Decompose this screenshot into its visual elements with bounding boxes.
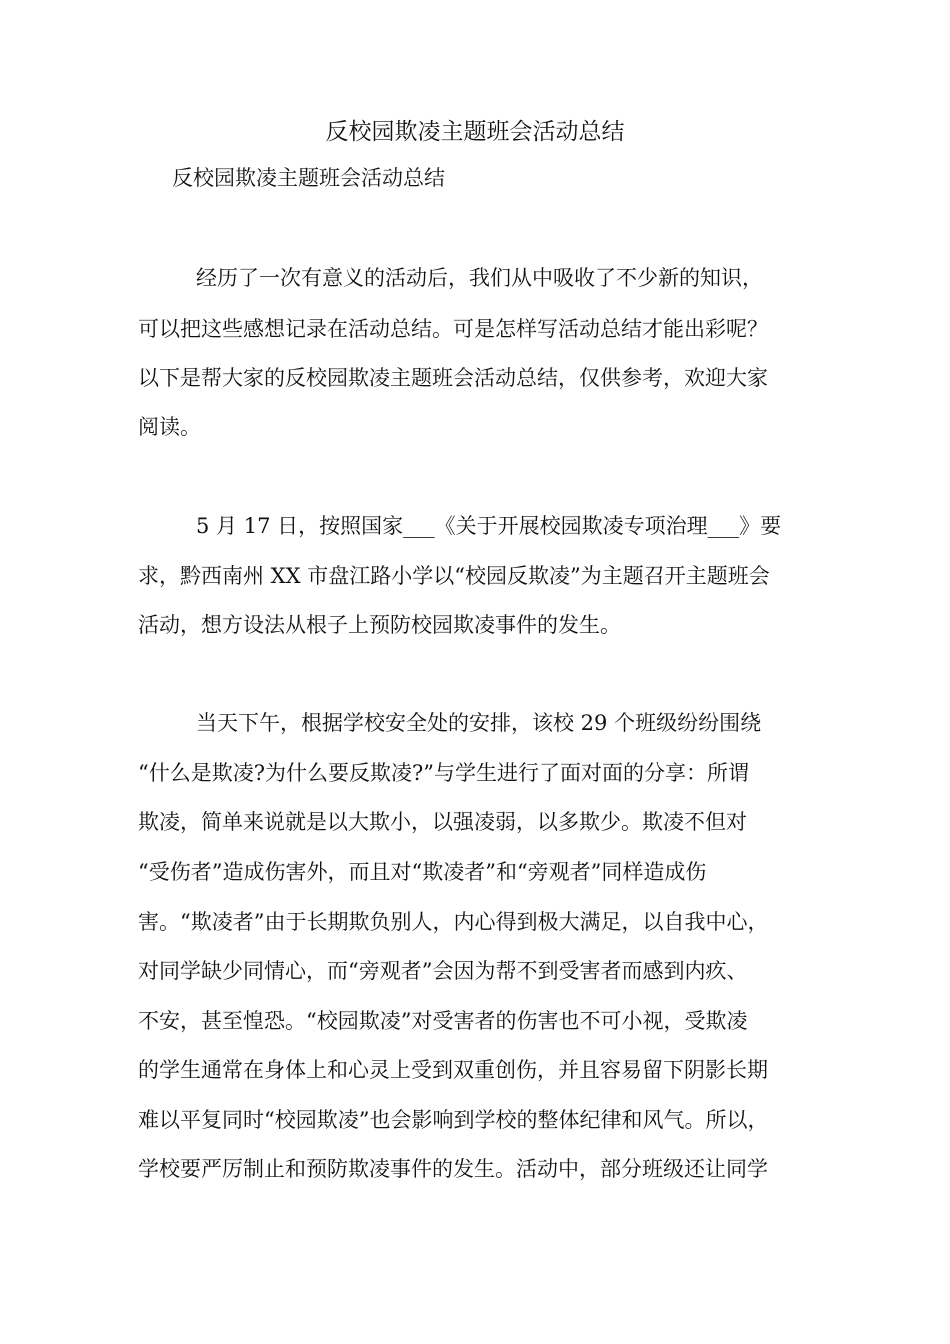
paragraph-3-line-2: “什么是欺凌?为什么要反欺凌?”与学生进行了面对面的分享：所谓 <box>138 761 749 785</box>
paragraph-1-line-1: 经历了一次有意义的活动后，我们从中吸收了不少新的知识， <box>196 266 763 290</box>
paragraph-3-line-7: 不安，甚至惶恐。“校园欺凌”对受害者的伤害也不可小视，受欺凌 <box>138 1009 748 1033</box>
document-subtitle: 反校园欺凌主题班会活动总结 <box>172 166 445 190</box>
paragraph-1-line-2: 可以把这些感想记录在活动总结。可是怎样写活动总结才能出彩呢？ <box>138 317 768 341</box>
paragraph-3-line-4: “受伤者”造成伤害外，而且对“欺凌者”和“旁观者”同样造成伤 <box>138 860 707 884</box>
paragraph-3-line-3: 欺凌，简单来说就是以大欺小，以强凌弱，以多欺少。欺凌不但对 <box>138 810 747 834</box>
paragraph-3-line-10: 学校要严厉制止和预防欺凌事件的发生。活动中，部分班级还让同学 <box>138 1157 768 1181</box>
paragraph-2-line-1: 5 月 17 日，按照国家___《关于开展校园欺凌专项治理___》要 <box>196 514 782 538</box>
document-title: 反校园欺凌主题班会活动总结 <box>325 119 625 145</box>
paragraph-3-line-5: 害。“欺凌者”由于长期欺负别人，内心得到极大满足，以自我中心， <box>138 910 769 934</box>
paragraph-3-line-1: 当天下午，根据学校安全处的安排，该校 29 个班级纷纷围绕 <box>196 711 762 735</box>
paragraph-3-line-8: 的学生通常在身体上和心灵上受到双重创伤，并且容易留下阴影长期 <box>138 1058 768 1082</box>
paragraph-1-line-4: 阅读。 <box>138 415 201 439</box>
paragraph-3-line-9: 难以平复同时“校园欺凌”也会影响到学校的整体纪律和风气。所以， <box>138 1108 769 1132</box>
paragraph-3-line-6: 对同学缺少同情心，而“旁观者”会因为帮不到受害者而感到内疚、 <box>138 959 748 983</box>
paragraph-2-line-2: 求，黔西南州 XX 市盘江路小学以“校园反欺凌”为主题召开主题班会 <box>138 564 770 588</box>
paragraph-1-line-3: 以下是帮大家的反校园欺凌主题班会活动总结，仅供参考，欢迎大家 <box>138 366 768 390</box>
paragraph-2-line-3: 活动，想方设法从根子上预防校园欺凌事件的发生。 <box>138 613 621 637</box>
